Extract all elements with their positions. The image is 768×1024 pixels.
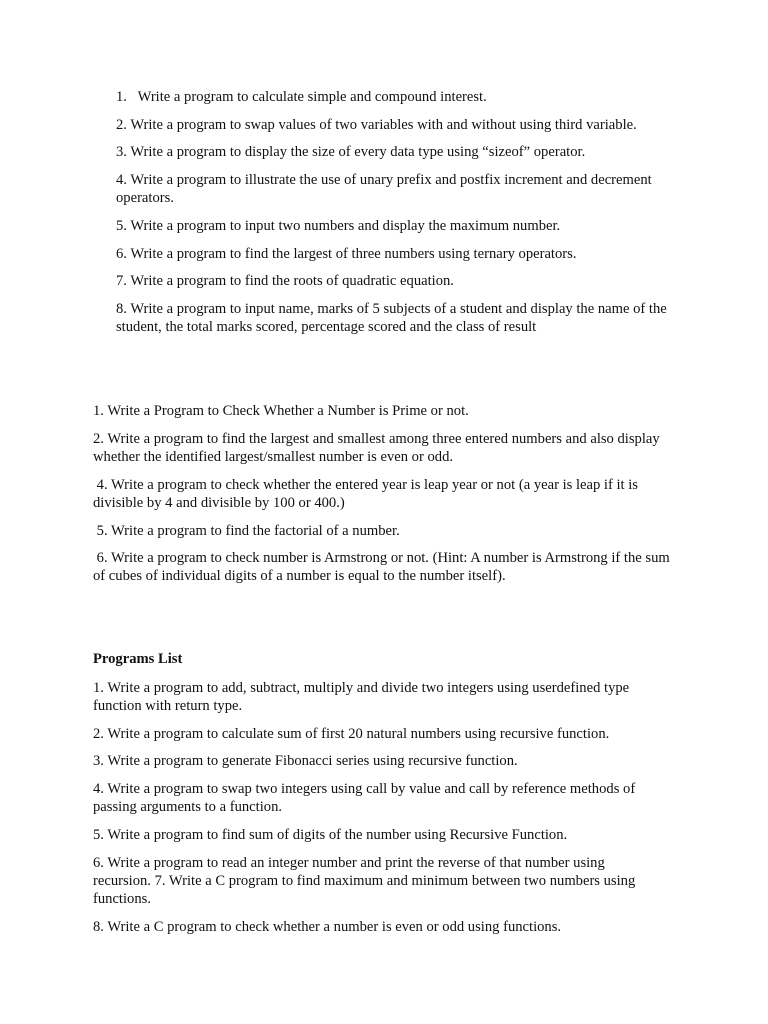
list-item: 2. Write a program to swap values of two variables with and without using third variable. [116,117,637,133]
list-item: 6. Write a program to find the largest of three numbers using ternary operators. [116,246,577,262]
list-item: 5. Write a program to find the factorial of a number. [93,523,400,539]
list-item: 6. Write a program to read an integer number and print the reverse of that number using recursion. 7. Write a C program to find maximum and minimum between two numbers using functions. [93,855,639,907]
list-item: 6. Write a program to check number is Armstrong or not. (Hint: A number is Armstrong if the sum of cubes of individual digits of a number is equal to the number itself). [93,550,674,584]
list-item: 1. Write a program to add, subtract, multiply and divide two integers using userdefined type function with return type. [93,680,633,714]
list-item: 2. Write a program to calculate sum of first 20 natural numbers using recursive function. [93,726,610,742]
list-item: 4. Write a program to swap two integers using call by value and call by reference methods of passing arguments to a function. [93,781,639,815]
list-item: 8. Write a C program to check whether a number is even or odd using functions. [93,919,562,935]
list-item: 5. Write a program to find sum of digits of the number using Recursive Function. [93,827,568,843]
list-item: 3. Write a program to generate Fibonacci series using recursive function. [93,753,518,769]
list-item: 4. Write a program to illustrate the use of unary prefix and postfix increment and decrement operators. [116,172,656,206]
list-item: 5. Write a program to input two numbers and display the maximum number. [116,218,561,234]
list-item: 1. Write a program to calculate simple and compound interest. [116,89,487,105]
list-item: 8. Write a program to input name, marks of 5 subjects of a student and display the name of the student, the total marks scored, percentage scored and the class of result [116,301,671,335]
list-item: 7. Write a program to find the roots of quadratic equation. [116,273,454,289]
section-heading: Programs List [93,651,183,667]
list-item: 1. Write a Program to Check Whether a Number is Prime or not. [93,403,469,419]
list-item: 2. Write a program to find the largest and smallest among three entered numbers and also display whether the identified largest/smallest number is even or odd. [93,431,664,465]
list-item: 3. Write a program to display the size of every data type using “sizeof” operator. [116,144,586,160]
list-item: 4. Write a program to check whether the entered year is leap year or not (a year is leap if it is divisible by 4 and divisible by 100 or 400.) [93,477,642,511]
